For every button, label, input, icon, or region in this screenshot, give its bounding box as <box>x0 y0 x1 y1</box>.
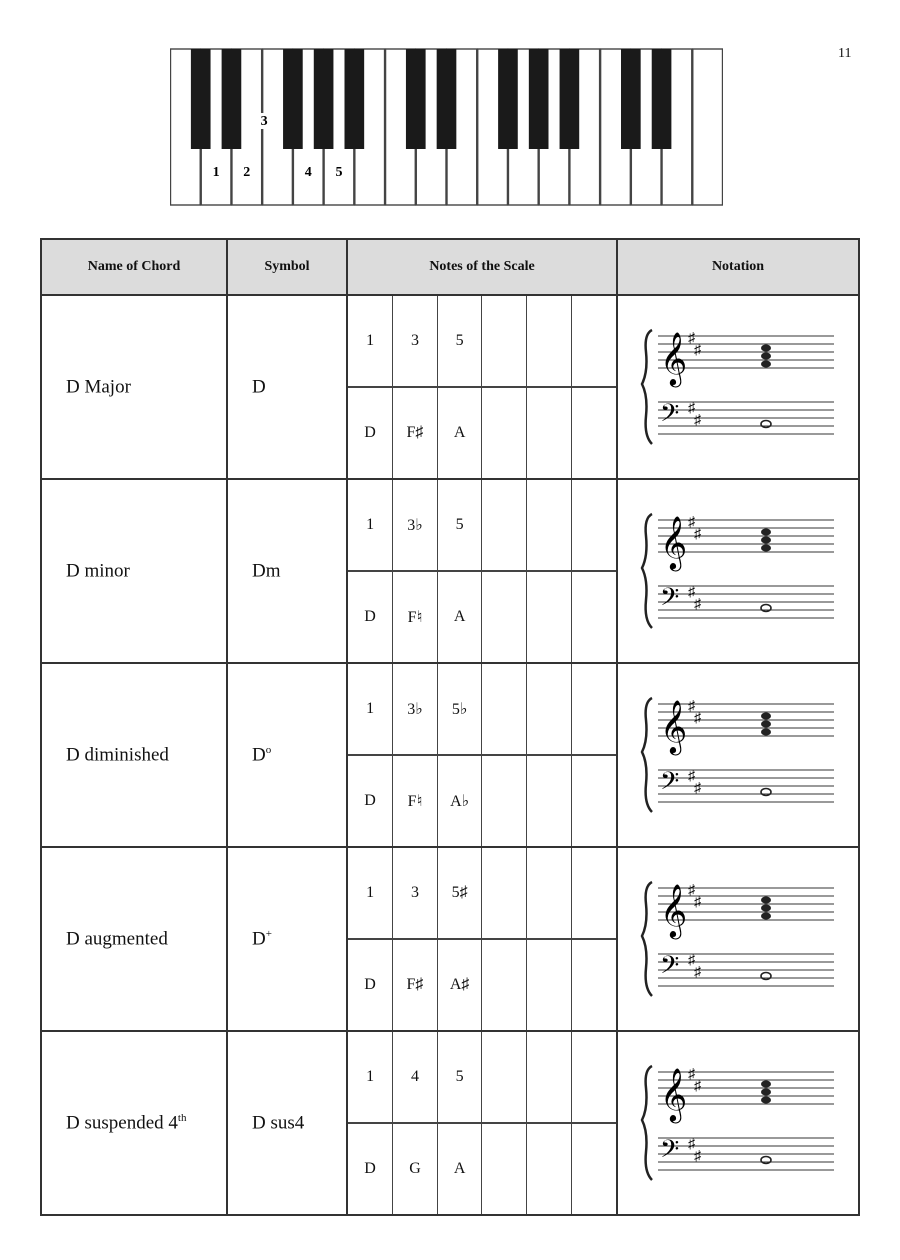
notes-of-scale <box>347 1031 617 1215</box>
finger-number: 4 <box>304 165 312 180</box>
chord-symbol-text: Dm <box>252 560 281 582</box>
notation <box>617 847 859 1031</box>
header-notes-of-scale: Notes of the Scale <box>347 239 617 295</box>
grand-staff <box>638 1048 838 1198</box>
finger-number: 3 <box>260 114 268 129</box>
note-head <box>761 729 771 736</box>
notes-grid <box>348 296 616 478</box>
sharp-icon: ♯ <box>694 965 701 980</box>
note-name: D <box>348 571 393 662</box>
chord-symbol-text: D <box>252 376 266 398</box>
treble-clef-icon: 𝄞 <box>660 331 688 385</box>
chord-name-sup: th <box>177 1111 187 1124</box>
sharp-icon: ♯ <box>688 769 695 784</box>
empty-cell <box>527 939 572 1030</box>
note-head <box>761 721 771 728</box>
page-number: 11 <box>838 46 852 61</box>
black-key <box>529 49 549 149</box>
chord-name <box>41 1031 227 1215</box>
chord-row <box>41 295 859 479</box>
empty-cell <box>482 755 527 846</box>
chord-symbol-text: D <box>252 744 266 766</box>
sharp-icon: ♯ <box>694 1149 701 1164</box>
notes-grid <box>348 480 616 662</box>
chord-name <box>41 479 227 663</box>
finger-number: 1 <box>212 165 220 180</box>
note-name: A <box>437 387 482 478</box>
notes-of-scale <box>347 847 617 1031</box>
bass-clef-icon: 𝄢 <box>660 1135 680 1170</box>
chord-name <box>41 663 227 847</box>
empty-cell <box>482 296 527 387</box>
note-name: F♮ <box>393 571 438 662</box>
treble-clef-icon: 𝄞 <box>660 883 688 937</box>
black-key <box>437 49 457 149</box>
grand-staff <box>638 864 838 1014</box>
empty-cell <box>482 1123 527 1214</box>
chord-symbol <box>227 663 347 847</box>
scale-degree: 5 <box>437 1032 482 1123</box>
scale-degree: 1 <box>348 480 393 571</box>
note-name: F♮ <box>393 755 438 846</box>
black-key <box>406 49 426 149</box>
sharp-icon: ♯ <box>688 883 695 898</box>
note-name: D <box>348 387 393 478</box>
brace <box>642 330 652 444</box>
black-key <box>283 49 303 149</box>
chord-name-text: D minor <box>66 560 130 582</box>
empty-cell <box>571 387 616 478</box>
notation <box>617 479 859 663</box>
sharp-icon: ♯ <box>694 895 701 910</box>
notation <box>617 663 859 847</box>
note-head <box>761 353 771 360</box>
note-head <box>761 345 771 352</box>
scale-degree: 5♯ <box>437 848 482 939</box>
grand-staff <box>638 680 838 830</box>
chord-row <box>41 479 859 663</box>
empty-cell <box>571 848 616 939</box>
brace <box>642 882 652 996</box>
header-symbol: Symbol <box>227 239 347 295</box>
note-head <box>761 905 771 912</box>
sharp-icon: ♯ <box>688 331 695 346</box>
scale-degree: 4 <box>393 1032 438 1123</box>
empty-cell <box>571 755 616 846</box>
empty-cell <box>482 387 527 478</box>
note-head <box>761 1089 771 1096</box>
brace <box>642 1066 652 1180</box>
chord-table <box>40 238 860 1216</box>
sharp-icon: ♯ <box>688 515 695 530</box>
sharp-icon: ♯ <box>694 413 701 428</box>
sharp-icon: ♯ <box>694 597 701 612</box>
sharp-icon: ♯ <box>694 781 701 796</box>
note-name: D <box>348 755 393 846</box>
notes-of-scale <box>347 663 617 847</box>
note-name: G <box>393 1123 438 1214</box>
sharp-icon: ♯ <box>694 343 701 358</box>
chord-row <box>41 1031 859 1215</box>
black-key <box>345 49 365 149</box>
chord-symbol-sup: + <box>265 927 272 940</box>
grand-staff <box>638 496 838 646</box>
piano-keyboard-graphic <box>170 48 723 206</box>
black-key <box>560 49 580 149</box>
piano-keyboard <box>170 48 723 206</box>
note-name: A♯ <box>437 939 482 1030</box>
empty-cell <box>571 480 616 571</box>
chord-symbol <box>227 295 347 479</box>
empty-cell <box>571 571 616 662</box>
chord-name-text: D augmented <box>66 928 168 950</box>
note-name: A♭ <box>437 755 482 846</box>
header-name-of-chord: Name of Chord <box>41 239 227 295</box>
note-head <box>761 1081 771 1088</box>
chord-row <box>41 847 859 1031</box>
bass-clef-icon: 𝄢 <box>660 951 680 986</box>
chord-symbol-text: D <box>252 928 266 950</box>
finger-number: 2 <box>243 165 251 180</box>
empty-cell <box>482 939 527 1030</box>
empty-cell <box>527 387 572 478</box>
notes-grid <box>348 848 616 1030</box>
sharp-icon: ♯ <box>694 527 701 542</box>
sharp-icon: ♯ <box>688 585 695 600</box>
bass-clef-icon: 𝄢 <box>660 399 680 434</box>
empty-cell <box>527 664 572 755</box>
chord-symbol <box>227 847 347 1031</box>
note-name: A <box>437 1123 482 1214</box>
empty-cell <box>482 1032 527 1123</box>
empty-cell <box>527 755 572 846</box>
empty-cell <box>527 848 572 939</box>
empty-cell <box>527 1032 572 1123</box>
notation <box>617 1031 859 1215</box>
sharp-icon: ♯ <box>688 401 695 416</box>
chord-row <box>41 663 859 847</box>
bass-clef-icon: 𝄢 <box>660 583 680 618</box>
notes-of-scale <box>347 479 617 663</box>
note-name: A <box>437 571 482 662</box>
scale-degree: 3 <box>393 296 438 387</box>
table-header-row <box>41 239 859 295</box>
scale-degree: 3♭ <box>393 664 438 755</box>
sharp-icon: ♯ <box>688 1137 695 1152</box>
notes-grid <box>348 664 616 846</box>
empty-cell <box>482 571 527 662</box>
chord-name-text: D Major <box>66 376 131 398</box>
grand-staff <box>638 312 838 462</box>
empty-cell <box>571 939 616 1030</box>
scale-degree: 1 <box>348 296 393 387</box>
empty-cell <box>527 480 572 571</box>
brace <box>642 514 652 628</box>
chord-name-text: D diminished <box>66 744 169 766</box>
white-key <box>693 49 723 205</box>
bass-clef-icon: 𝄢 <box>660 767 680 802</box>
black-key <box>314 49 334 149</box>
empty-cell <box>482 664 527 755</box>
note-head <box>761 897 771 904</box>
chord-name <box>41 847 227 1031</box>
treble-clef-icon: 𝄞 <box>660 515 688 569</box>
notes-grid <box>348 1032 616 1214</box>
note-name: F♯ <box>393 939 438 1030</box>
black-key <box>652 49 672 149</box>
scale-degree: 3♭ <box>393 480 438 571</box>
sharp-icon: ♯ <box>694 711 701 726</box>
note-head <box>761 713 771 720</box>
note-head <box>761 545 771 552</box>
black-key <box>222 49 242 149</box>
sharp-icon: ♯ <box>694 1079 701 1094</box>
scale-degree: 1 <box>348 1032 393 1123</box>
empty-cell <box>527 1123 572 1214</box>
scale-degree: 5♭ <box>437 664 482 755</box>
empty-cell <box>571 664 616 755</box>
note-head <box>761 1097 771 1104</box>
empty-cell <box>571 1032 616 1123</box>
header-notation: Notation <box>617 239 859 295</box>
empty-cell <box>571 296 616 387</box>
notes-of-scale <box>347 295 617 479</box>
empty-cell <box>482 480 527 571</box>
sharp-icon: ♯ <box>688 953 695 968</box>
sharp-icon: ♯ <box>688 1067 695 1082</box>
chord-symbol-text: D sus4 <box>252 1112 305 1134</box>
chord-symbol <box>227 1031 347 1215</box>
note-name: D <box>348 939 393 1030</box>
black-key <box>498 49 518 149</box>
chord-name-text: D suspended 4 <box>66 1112 178 1134</box>
note-head <box>761 529 771 536</box>
empty-cell <box>571 1123 616 1214</box>
note-head <box>761 537 771 544</box>
scale-degree: 1 <box>348 664 393 755</box>
scale-degree: 5 <box>437 296 482 387</box>
scale-degree: 5 <box>437 480 482 571</box>
chord-symbol <box>227 479 347 663</box>
note-name: D <box>348 1123 393 1214</box>
note-head <box>761 913 771 920</box>
black-key <box>621 49 641 149</box>
note-head <box>761 361 771 368</box>
empty-cell <box>482 848 527 939</box>
empty-cell <box>527 296 572 387</box>
scale-degree: 1 <box>348 848 393 939</box>
empty-cell <box>527 571 572 662</box>
chord-symbol-sup: o <box>265 743 272 756</box>
note-name: F♯ <box>393 387 438 478</box>
scale-degree: 3 <box>393 848 438 939</box>
sharp-icon: ♯ <box>688 699 695 714</box>
brace <box>642 698 652 812</box>
treble-clef-icon: 𝄞 <box>660 699 688 753</box>
chord-name <box>41 295 227 479</box>
notation <box>617 295 859 479</box>
finger-number: 5 <box>335 165 343 180</box>
black-key <box>191 49 211 149</box>
treble-clef-icon: 𝄞 <box>660 1067 688 1121</box>
